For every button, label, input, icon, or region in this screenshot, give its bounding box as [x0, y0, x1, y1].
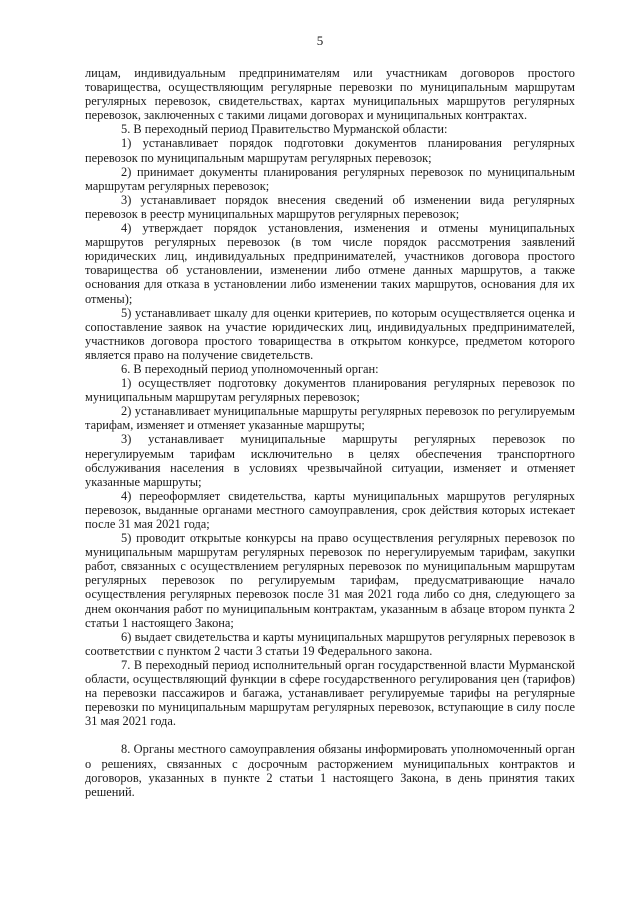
paragraph-section-8: 8. Органы местного самоуправления обязаны информировать уполномоченный орган о решениях, связанных с досрочным расторжением муниципальных контрактов и договоров, указанных в пункте 2 статьи 1 настоящего Закона, в день принятия таких решений.: [85, 742, 575, 799]
paragraph-section-6: 6. В переходный период уполномоченный орган:: [121, 361, 379, 376]
paragraph-section-7: 7. В переходный период исполнительный орган государственной власти Мурманской области, осуществляющий функции в сфере государственного регулирования цен (тарифов) на перевозки пассажиров и багажа, устанавливает регулируемые тарифы на регулярные перевозки по муниципальным маршрутам регулярных перевозок, вступающие в силу после 31 мая 2021 года.: [85, 657, 575, 729]
paragraph-5-2: 2) принимает документы планирования регулярных перевозок по муниципальным маршрутам регулярных перевозок;: [85, 164, 575, 193]
paragraph-continuation: лицам, индивидуальным предпринимателям или участникам договоров простого товарищества, осуществляющим регулярные перевозки по муниципальным маршрутам регулярных перевозок, свидетельствах, картах муниципальных маршрутов регулярных перевозок, заключенных с такими лицами договорах и муниципальных контрактах.: [85, 66, 575, 123]
paragraph-section-5: 5. В переходный период Правительство Мурманской области:: [121, 122, 448, 137]
paragraph-6-3: 3) устанавливает муниципальные маршруты регулярных перевозок по нерегулируемым тарифам исключительно в целях обеспечения транспортного обслуживания населения в условиях чрезвычайной ситуации, изменяет и отменяет указанные маршруты;: [85, 432, 575, 489]
paragraph-6-4: 4) переоформляет свидетельства, карты муниципальных маршрутов регулярных перевозок, выданные органами местного самоуправления, срок действия которых истекает после 31 мая 2021 года;: [85, 488, 575, 531]
document-body: [85, 66, 575, 799]
paragraph-5-3: 3) устанавливает порядок внесения сведений об изменении вида регулярных перевозок в реестр муниципальных маршрутов регулярных перевозок;: [85, 192, 575, 221]
page-number: 5: [316, 33, 324, 48]
paragraph-6-5: 5) проводит открытые конкурсы на право осуществления регулярных перевозок по муниципальным маршрутам регулярных перевозок по нерегулируемым тарифам, закупки работ, связанных с осуществлением регулярных перевозок по муниципальным маршрутам регулярных перевозок по регулируемым тарифам, предусматривающие начало осуществления регулярных перевозок после 31 мая 2021 года либо со дня, следующего за днем окончания работ по муниципальным контрактам, указанным в абзаце втором пункта 2 статьи 1 настоящего Закона;: [85, 531, 575, 630]
paragraph-6-6: 6) выдает свидетельства и карты муниципальных маршрутов регулярных перевозок в соответствии с пунктом 2 части 3 статьи 19 Федерального закона.: [85, 629, 575, 658]
paragraph-6-1: 1) осуществляет подготовку документов планирования регулярных перевозок по муниципальным маршрутам регулярных перевозок;: [85, 376, 575, 405]
paragraph-6-2: 2) устанавливает муниципальные маршруты регулярных перевозок по регулируемым тарифам, изменяет и отменяет указанные маршруты;: [85, 404, 575, 433]
paragraph-5-4: 4) утверждает порядок установления, изменения и отмены муниципальных маршрутов регулярных перевозок (в том числе порядок рассмотрения заявлений юридических лиц, индивидуальных предпринимателей, участников договора простого товарищества об установлении, изменении либо отмене данных маршрутов, а также основания для отказа в установлении либо изменении таких маршрутов, основания для их отмены);: [85, 221, 575, 306]
paragraph-5-1: 1) устанавливает порядок подготовки документов планирования регулярных перевозок по муниципальным маршрутам регулярных перевозок;: [85, 136, 575, 165]
paragraph-5-5: 5) устанавливает шкалу для оценки критериев, по которым осуществляется оценка и сопоставление заявок на участие юридических лиц, индивидуальных предпринимателей, участников договора простого товарищества в открытом конкурсе, предметом которого является право на получение свидетельств.: [85, 305, 575, 362]
